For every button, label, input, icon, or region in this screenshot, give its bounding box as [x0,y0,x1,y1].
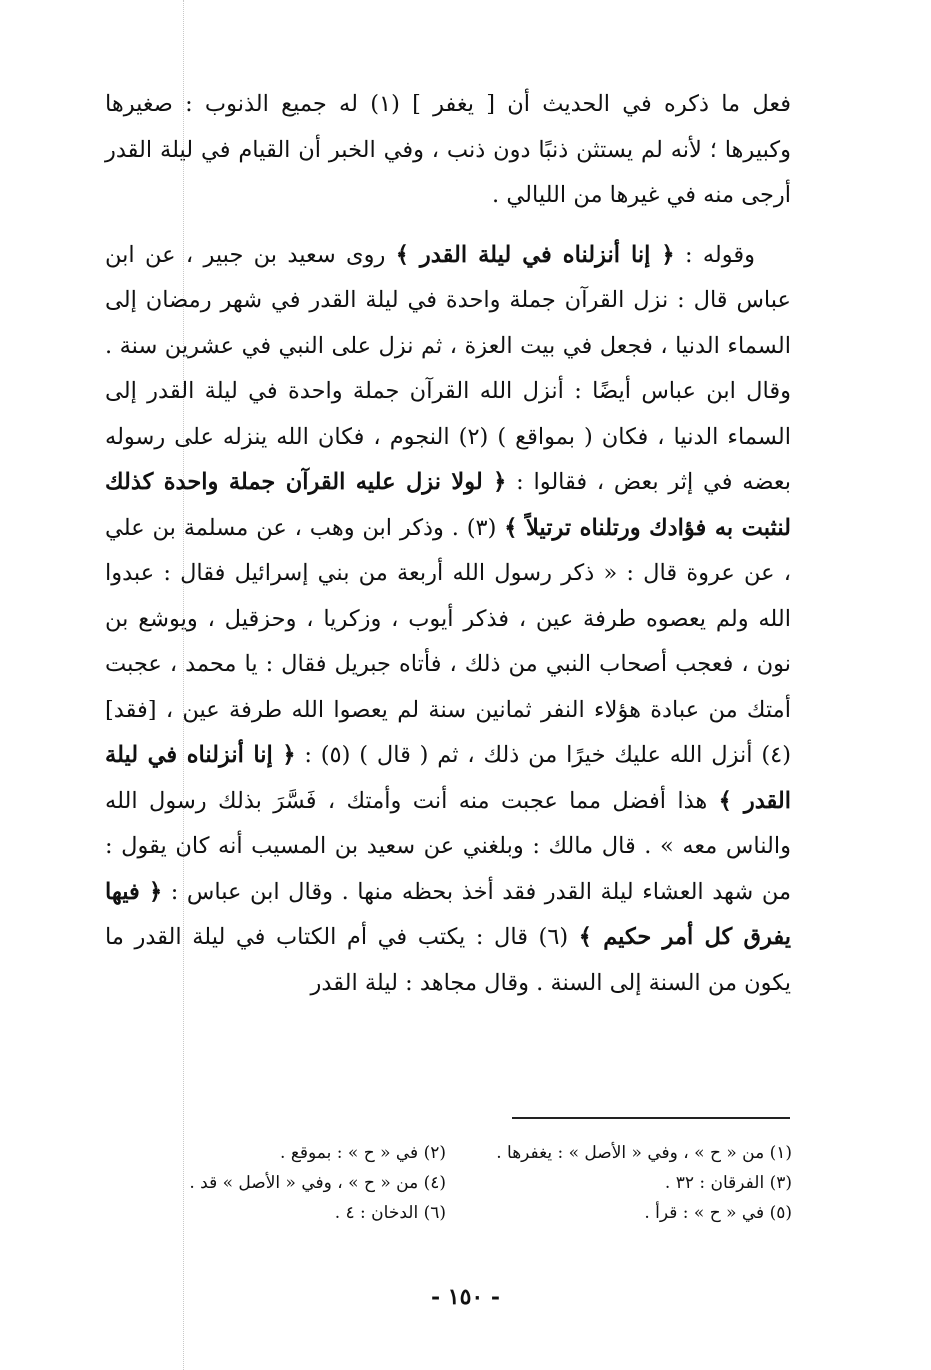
paragraph-2 [105,233,791,1007]
paragraph-2-text-c: هذا أفضل مما عجبت منه أنت وأمتك ، فَسَّرَ بذلك رسول الله والناس معه » . قال مالك : وبلغني عن سعيد بن المسيب أنه كان يقول : من شهد العشاء ليلة القدر فقد أخذ بحظه منها . وقال ابن عباس : [105,787,791,905]
quran-verse-2: ﴿ لولا نزل عليه القرآن جملة واحدة كذلك لنثبت به فؤادك ورتلناه ترتيلاً ﴾ [105,469,791,541]
footnote-2: (٢) في « ح » : بموقع . [280,1143,446,1163]
paragraph-1 [105,82,791,219]
footnote-row [100,1168,792,1198]
main-text [105,82,791,1006]
quran-verse-4: ﴿ فيها يفرق كل أمر حكيم ﴾ [105,878,792,950]
quran-verse-3: ﴿ إنا أنزلناه في ليلة القدر ﴾ [105,742,791,814]
paragraph-1-text: فعل ما ذكره في الحديث أن [ يغفر ] (١) له جميع الذنوب : صغيرها وكبيرها ؛ لأنه لم يستثن ذنبًا دون ذنب ، وفي الخبر أن القيام في ليلة القدر أرجى منه في غيرها من الليالي . [105,91,791,208]
paragraph-2-intro: وقوله : [684,241,756,268]
footnote-3: (٣) الفرقان : ٣٢ . [664,1173,792,1193]
footnote-6: (٦) الدخان : ٤ . [334,1203,446,1223]
footnote-5: (٥) في « ح » : قرأ . [644,1203,792,1223]
footnotes [100,1138,792,1228]
paragraph-2-text-b: (٣) . وذكر ابن وهب ، عن مسلمة بن علي ، عن عروة قال : « ذكر رسول الله أربعة من بني إسرائيل فقال : عبدوا الله ولم يعصوه طرفة عين ، فذكر أيوب ، وزكريا ، وحزقيل ، ويوشع بن نون ، فعجب أصحاب النبي من ذلك ، فأتاه جبريل فقال : يا محمد ، عجبت أمتك من عبادة هؤلاء النفر ثمانين سنة لم يعصوا الله طرفة عين ، [فقد] (٤) أنزل الله عليك خيرًا من ذلك ، ثم ( قال ) (٥) : [105,514,791,768]
footnote-separator [512,1117,790,1119]
footnote-row [100,1138,792,1168]
footnote-1: (١) من « ح » ، وفي « الأصل » : يغفرها . [496,1143,792,1163]
paragraph-2-text-a: روى سعيد بن جبير ، عن ابن عباس قال : نزل القرآن جملة واحدة في ليلة القدر في شهر رمضان إلى السماء الدنيا ، فجعل في بيت العزة ، ثم نزل على النبي في عشرين سنة . وقال ابن عباس أيضًا : أنزل الله القرآن جملة واحدة في ليلة القدر إلى السماء الدنيا ، فكان ( بمواقع ) (٢) النجوم ، فكان الله ينزله على رسوله بعضه في إثر بعض ، فقالوا : [105,241,792,495]
quran-verse-1: ﴿ إنا أنزلناه في ليلة القدر ﴾ [395,241,675,268]
page-number: - ١٥٠ - [430,1284,501,1310]
footnote-4: (٤) من « ح » ، وفي « الأصل » قد . [189,1173,446,1193]
footnote-row [100,1198,792,1228]
paragraph-2-text-d: (٦) قال : يكتب في أم الكتاب في ليلة القدر ما يكون من السنة إلى السنة . وقال مجاهد : ليلة القدر [105,924,791,996]
